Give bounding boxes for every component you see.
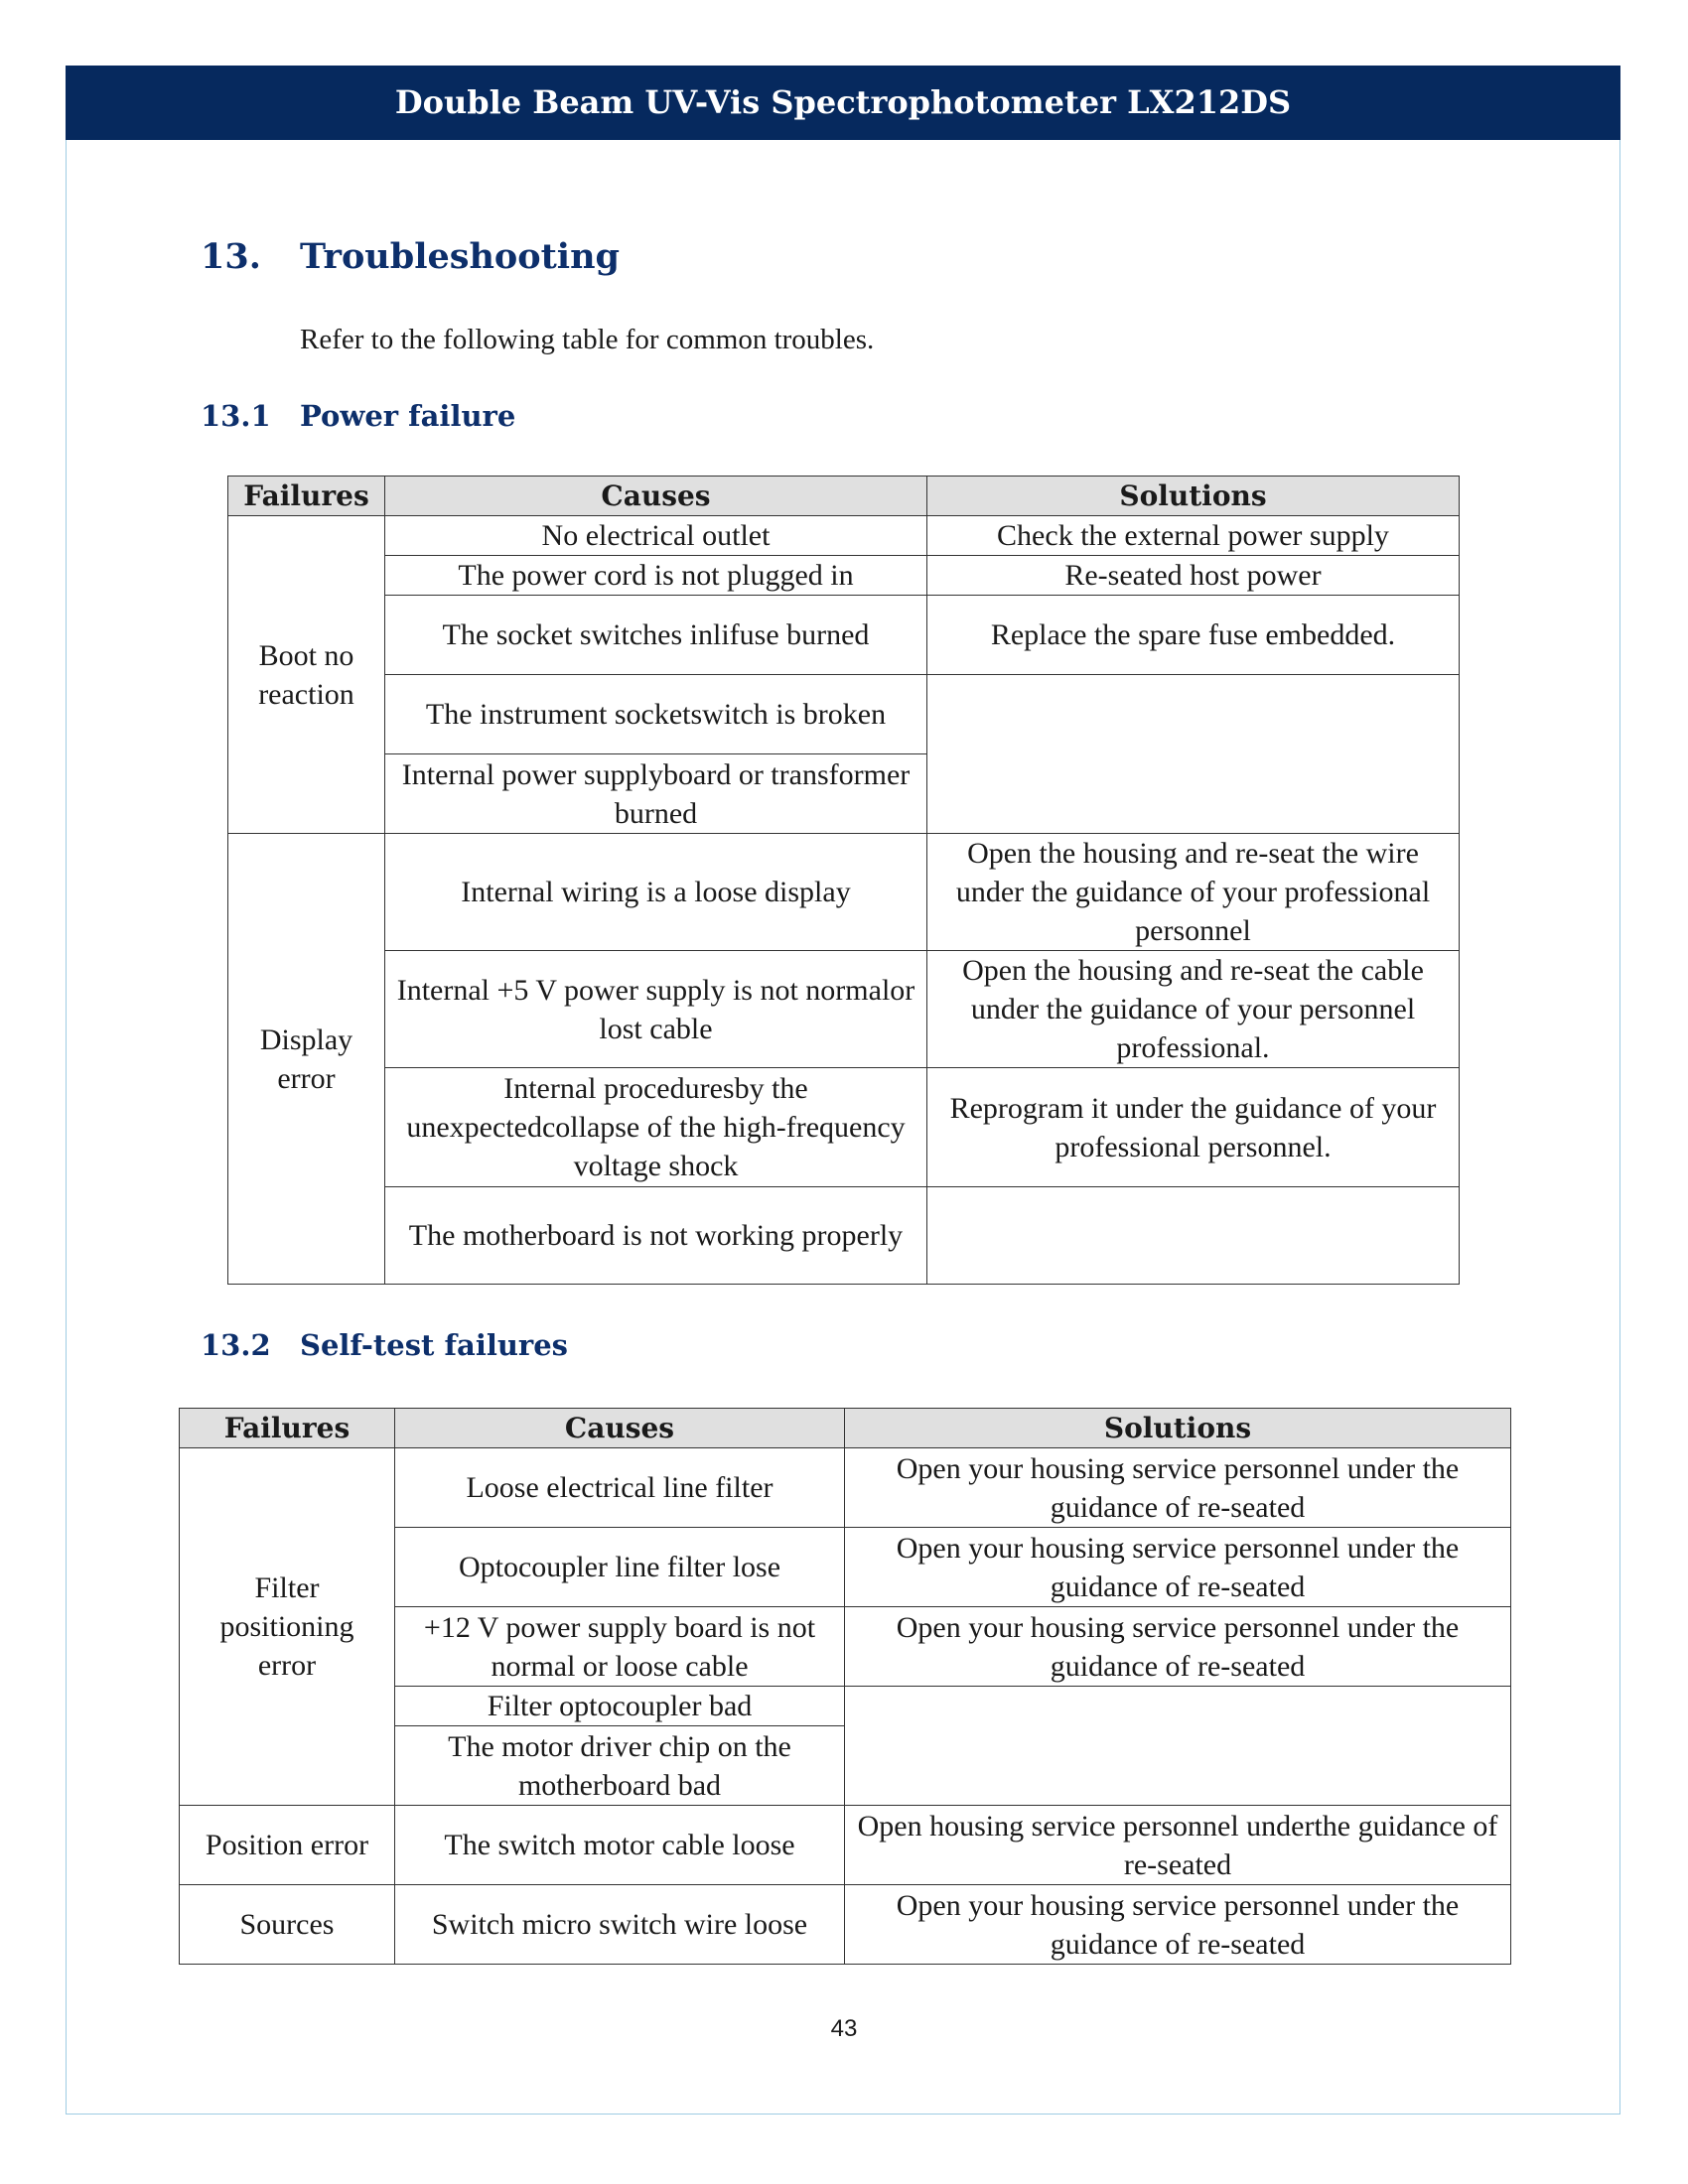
subsection-title: Power failure bbox=[300, 399, 516, 433]
solution-cell: Open your housing service personnel under the guidance of re-seated bbox=[845, 1885, 1511, 1965]
header-failures: Failures bbox=[180, 1409, 395, 1448]
table-row bbox=[228, 834, 1460, 951]
solution-cell: Check the external power supply bbox=[927, 516, 1460, 556]
solution-cell: Open the housing and re-seat the wire under the guidance of your professional personnel bbox=[927, 834, 1460, 951]
cause-cell: The motherboard is not working properly bbox=[385, 1187, 927, 1285]
failure-cell: Position error bbox=[180, 1806, 395, 1885]
table-row bbox=[228, 556, 1460, 596]
subsection-heading-power bbox=[201, 399, 515, 433]
cause-cell: The power cord is not plugged in bbox=[385, 556, 927, 596]
table-row bbox=[180, 1806, 1511, 1885]
failure-cell: Display error bbox=[228, 834, 385, 1285]
cause-cell: Internal wiring is a loose display bbox=[385, 834, 927, 951]
section-title: Troubleshooting bbox=[300, 236, 620, 277]
cause-cell: The switch motor cable loose bbox=[395, 1806, 845, 1885]
header-title: Double Beam UV-Vis Spectrophotometer LX212DS bbox=[394, 83, 1292, 121]
solution-cell-empty bbox=[927, 1187, 1460, 1285]
cause-cell: The motor driver chip on the motherboard bad bbox=[395, 1726, 845, 1806]
section-number: 13. bbox=[201, 236, 261, 277]
table-row bbox=[228, 596, 1460, 675]
header-failures: Failures bbox=[228, 477, 385, 516]
section-intro: Refer to the following table for common troubles. bbox=[300, 324, 875, 355]
cause-cell: Optocoupler line filter lose bbox=[395, 1528, 845, 1607]
page-number: 43 bbox=[830, 2015, 858, 2042]
solution-cell: Reprogram it under the guidance of your professional personnel. bbox=[927, 1068, 1460, 1187]
solution-cell: Open your housing service personnel under the guidance of re-seated bbox=[845, 1528, 1511, 1607]
solution-cell: Re-seated host power bbox=[927, 556, 1460, 596]
cause-cell: Loose electrical line filter bbox=[395, 1448, 845, 1528]
cause-cell: +12 V power supply board is not normal or loose cable bbox=[395, 1607, 845, 1687]
failure-cell: Filter positioning error bbox=[180, 1448, 395, 1806]
subsection-number: 13.2 bbox=[201, 1328, 271, 1362]
table-header-row bbox=[228, 477, 1460, 516]
subsection-number: 13.1 bbox=[201, 399, 271, 433]
solution-cell: Replace the spare fuse embedded. bbox=[927, 596, 1460, 675]
table-row bbox=[180, 1885, 1511, 1965]
solution-cell-empty bbox=[927, 675, 1460, 834]
section-heading bbox=[201, 236, 620, 277]
document-header bbox=[66, 66, 1620, 140]
table-row bbox=[228, 951, 1460, 1068]
header-solutions: Solutions bbox=[845, 1409, 1511, 1448]
cause-cell: Internal power supplyboard or transformer burned bbox=[385, 754, 927, 834]
cause-cell: No electrical outlet bbox=[385, 516, 927, 556]
header-solutions: Solutions bbox=[927, 477, 1460, 516]
solution-cell-empty bbox=[845, 1687, 1511, 1806]
table-row bbox=[228, 1068, 1460, 1187]
table-row bbox=[228, 516, 1460, 556]
cause-cell: The instrument socketswitch is broken bbox=[385, 675, 927, 754]
cause-cell: The socket switches inlifuse burned bbox=[385, 596, 927, 675]
cause-cell: Internal proceduresby the unexpectedcollapse of the high-frequency voltage shock bbox=[385, 1068, 927, 1187]
solution-cell: Open your housing service personnel under the guidance of re-seated bbox=[845, 1607, 1511, 1687]
table-row bbox=[180, 1448, 1511, 1528]
cause-cell: Internal +5 V power supply is not normalor lost cable bbox=[385, 951, 927, 1068]
table-row bbox=[228, 1187, 1460, 1285]
power-failure-table bbox=[227, 476, 1460, 1285]
solution-cell: Open your housing service personnel under the guidance of re-seated bbox=[845, 1448, 1511, 1528]
table-row bbox=[228, 675, 1460, 754]
solution-cell: Open housing service personnel underthe guidance of re-seated bbox=[845, 1806, 1511, 1885]
cause-cell: Switch micro switch wire loose bbox=[395, 1885, 845, 1965]
table-header-row bbox=[180, 1409, 1511, 1448]
solution-cell: Open the housing and re-seat the cable under the guidance of your personnel professional. bbox=[927, 951, 1460, 1068]
cause-cell: Filter optocoupler bad bbox=[395, 1687, 845, 1726]
header-causes: Causes bbox=[385, 477, 927, 516]
subsection-title: Self-test failures bbox=[300, 1328, 568, 1362]
self-test-table bbox=[179, 1408, 1511, 1965]
subsection-heading-self-test bbox=[201, 1328, 568, 1362]
header-causes: Causes bbox=[395, 1409, 845, 1448]
failure-cell: Boot no reaction bbox=[228, 516, 385, 834]
failure-cell: Sources bbox=[180, 1885, 395, 1965]
